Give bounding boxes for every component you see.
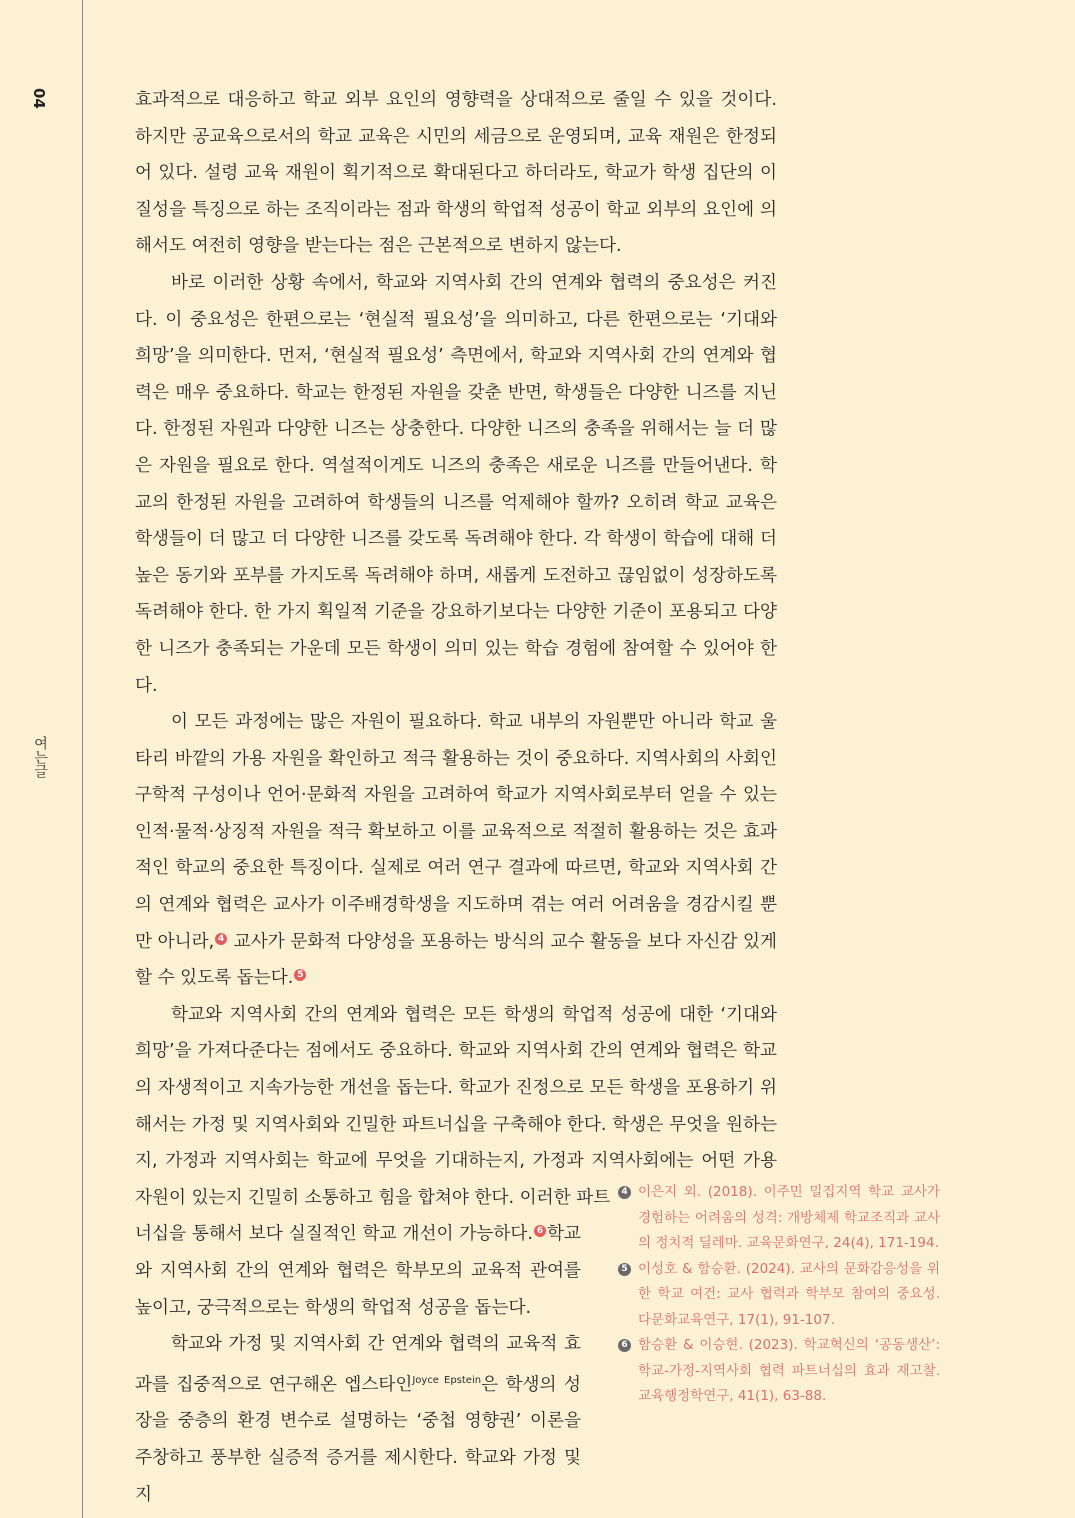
footnote-text: 이성호 & 함승환. (2024). 교사의 문화감응성을 위한 학교 여건: 교사 협력과 학부모 참여의 중요성. 다문화교육연구, 17(1), 91-107.: [638, 1260, 940, 1328]
footnote-text: 함승환 & 이승현. (2023). 학교혁신의 ‘공동생산’: 학교-가정-지역사회 협력 파트너십의 효과 재고찰. 교육행정학연구, 41(1), 63-88.: [638, 1337, 940, 1404]
paragraph-5-part-a: 학교와 가정 및 지역사회 간 연계와 협력의 교육적 효과를 집중적으로 연구해온 엡스타인: [135, 1334, 581, 1395]
paragraph-5: [135, 1326, 581, 1513]
paragraph-2: 바로 이러한 상황 속에서, 학교와 지역사회 간의 연계와 협력의 중요성은 커진다. 이 중요성은 한편으로는 ‘현실적 필요성’을 의미하고, 다른 한편으로는 ‘기대와 희망’을 의미한다. 먼저, ‘현실적 필요성’ 측면에서, 학교와 지역사회 간의 연계와 협력은 매우 중요하다. 학교는 한정된 자원을 갖춘 반면, 학생들은 다양한 니즈를 지닌다. 한정된 자원과 다양한 니즈는 상충한다. 다양한 니즈의 충족을 위해서는 늘 더 많은 자원을 필요로 한다. 역설적이게도 니즈의 충족은 새로운 니즈를 만들어낸다. 학교의 한정된 자원을 고려하여 학생들의 니즈를 억제해야 할까? 오히려 학교 교육은 학생들이 더 많고 더 다양한 니즈를 갖도록 독려해야 한다. 각 학생이 학습에 대해 더 높은 동기와 포부를 가지도록 독려해야 하며, 새롭게 도전하고 끊임없이 성장하도록 독려해야 한다. 한 가지 획일적 기준을 강요하기보다는 다양한 기준이 포용되고 다양한 니즈가 충족되는 가운데 모든 학생이 의미 있는 학습 경험에 참여할 수 있어야 한다.: [135, 272, 777, 696]
footnote-6: [618, 1333, 940, 1410]
paragraph-4-continued: [135, 1216, 581, 1326]
footnote-5: [618, 1257, 940, 1334]
note-ref-4[interactable]: 4: [215, 933, 227, 945]
footnote-mark: 5: [618, 1263, 631, 1276]
footnote-text: 이은지 외. (2018). 이주민 밀집지역 학교 교사가 경험하는 어려움의 성격: 개방체제 학교조직과 교사의 정치적 딜레마. 교육문화연구, 24(4), 171-194.: [638, 1184, 940, 1251]
margin-rule: [82, 0, 83, 1518]
footnotes: [618, 1180, 940, 1410]
section-label: 여는글: [32, 736, 48, 778]
paragraph-4-part-c: 학교와 지역사회 간의 연계와 협력은 학부모의 교육적 관여를 높이고, 궁극적으로는 학생의 학업적 성공을 돕는다.: [135, 1224, 581, 1318]
note-ref-6[interactable]: 6: [534, 1225, 546, 1237]
paragraph-4-part-b: 너십을 통해서 보다 실질적인 학교 개선이 가능하다.: [135, 1224, 533, 1245]
footnote-mark: 4: [618, 1186, 631, 1199]
epstein-name: Joyce Epstein: [412, 1374, 482, 1386]
paragraph-3: [135, 704, 777, 997]
footnote-mark: 6: [618, 1339, 631, 1352]
paragraph-1: 효과적으로 대응하고 학교 외부 요인의 영향력을 상대적으로 줄일 수 있을 것이다. 하지만 공교육으로서의 학교 교육은 시민의 세금으로 운영되며, 교육 재원은 한정되어 있다. 설령 교육 재원이 획기적으로 확대된다고 하더라도, 학교가 학생 집단의 이질성을 특징으로 하는 조직이라는 점과 학생의 학업적 성공이 학교 외부의 요인에 의해서도 여전히 영향을 받는다는 점은 근본적으로 변하지 않는다.: [135, 90, 778, 257]
paragraph-3-part-b: 교사가 문화적 다양성을 포용하는 방식의 교수 활동을 보다 자신감 있게 할 수 있도록 돕는다.: [135, 931, 777, 989]
footnote-4: [618, 1180, 940, 1257]
paragraph-5-part-b: 은 학생의 성장을 중층의 환경 변수로 설명하는 ‘중첩 영향권’ 이론을 주창하고 풍부한 실증적 증거를 제시한다. 학교와 가정 및 지: [135, 1374, 581, 1505]
note-ref-5[interactable]: 5: [294, 969, 306, 981]
page-number: 04: [30, 88, 48, 109]
paragraph-4-part-a: 학교와 지역사회 간의 연계와 협력은 모든 학생의 학업적 성공에 대한 ‘기대와 희망’을 가져다준다는 점에서도 중요하다. 학교와 지역사회 간의 연계와 협력은 학교의 자생적이고 지속가능한 개선을 돕는다. 학교가 진정으로 모든 학생을 포용하기 위해서는 가정 및 지역사회와 긴밀한 파트너십을 구축해야 한다. 학생은 무엇을 원하는지, 가정과 지역사회는 학교에 무엇을 기대하는지, 가정과 지역사회에는 어떤 가용 자원이 있는지 긴밀히 소통하고 힘을 합쳐야 한다. 이러한 파트: [135, 1004, 777, 1208]
paragraph-3-part-a: 이 모든 과정에는 많은 자원이 필요하다. 학교 내부의 자원뿐만 아니라 학교 울타리 바깥의 가용 자원을 확인하고 적극 활용하는 것이 중요하다. 지역사회의 사회인구학적 구성이나 언어·문화적 자원을 고려하여 학교가 지역사회로부터 얻을 수 있는 인적·물적·상징적 자원을 적극 확보하고 이를 교육적으로 적절히 활용하는 것은 효과적인 학교의 중요한 특징이다. 실제로 여러 연구 결과에 따르면, 학교와 지역사회 간의 연계와 협력은 교사가 이주배경학생을 지도하며 겪는 여러 어려움을 경감시킬 뿐만 아니라,: [135, 712, 777, 952]
